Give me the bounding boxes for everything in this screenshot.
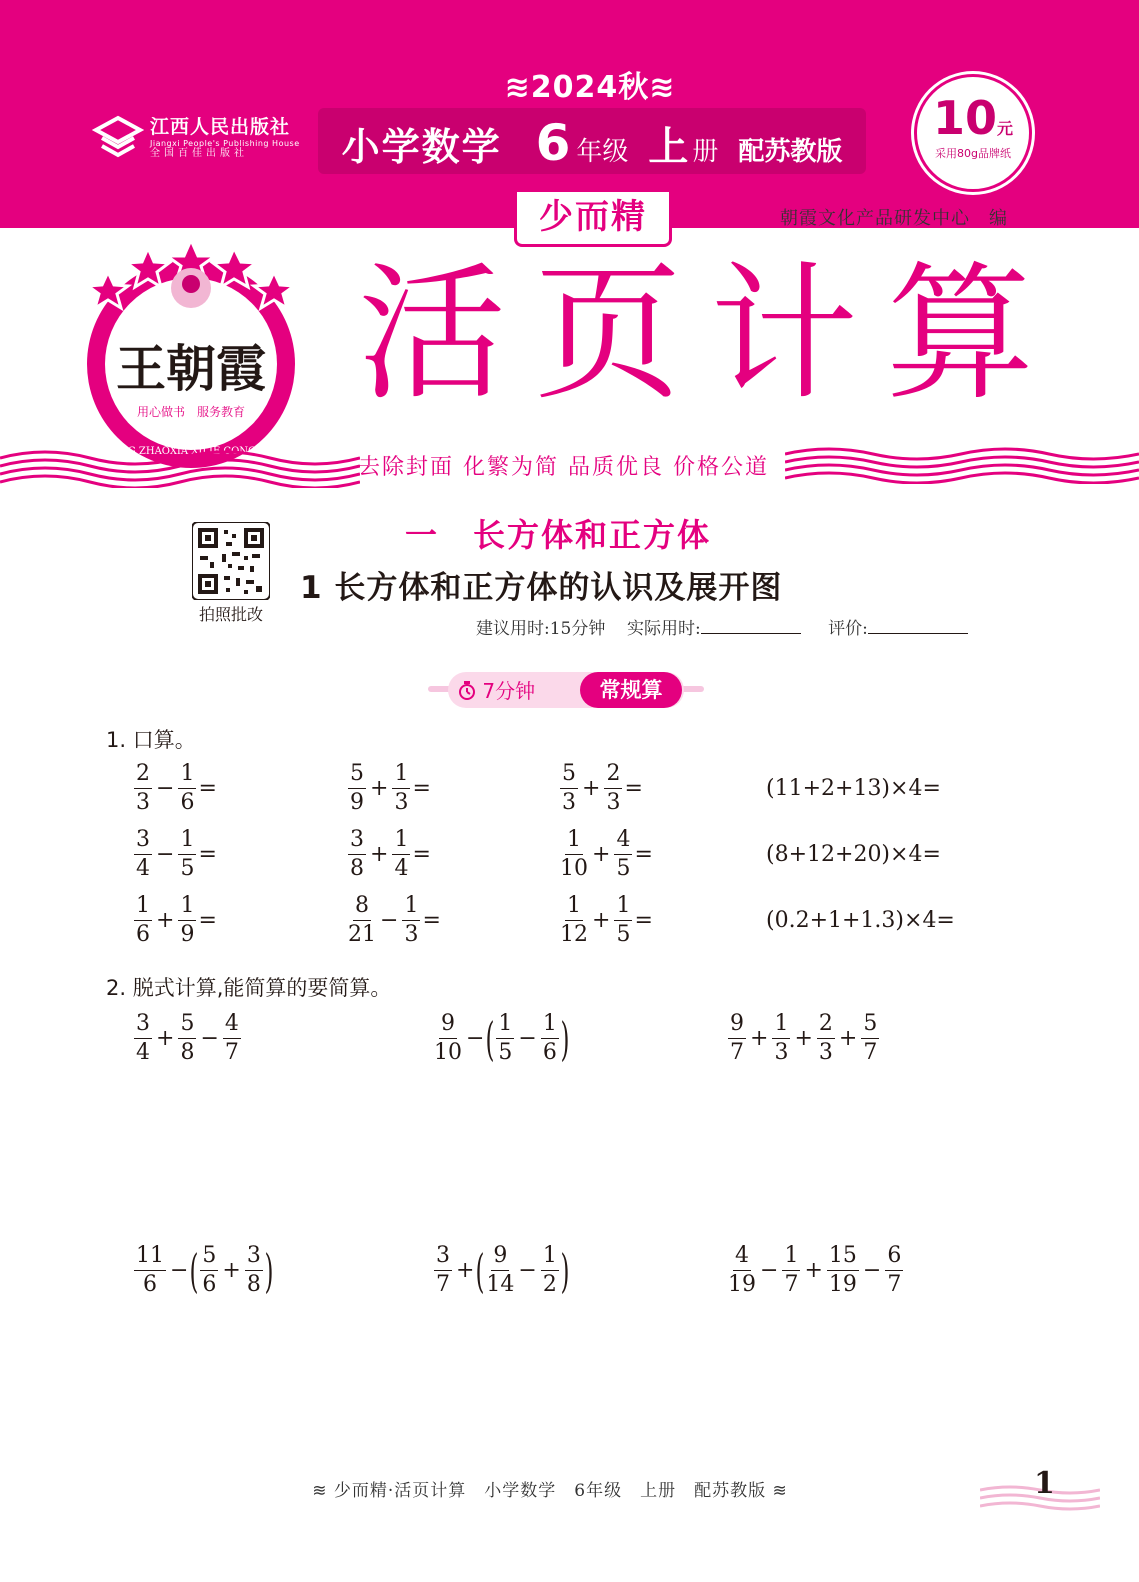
denominator: 8 <box>246 1272 261 1298</box>
denominator: 5 <box>616 856 631 882</box>
numerator: 5 <box>861 1012 879 1039</box>
series-tab: 少而精 <box>514 192 672 247</box>
numerator: 5 <box>200 1244 218 1271</box>
q1-item-7[interactable]: $\frac{1}{10}$ + $\frac{4}{5}$ = <box>560 827 653 882</box>
timer-duration: 7分钟 <box>482 679 536 703</box>
footer-text: ≋ 少而精·活页计算 小学数学 6年级 上册 配苏教版 ≋ <box>312 1481 788 1501</box>
denominator: 4 <box>136 1040 150 1066</box>
price-badge <box>914 74 1032 192</box>
numerator: 4 <box>223 1012 241 1039</box>
operator: − <box>466 1026 485 1052</box>
q2-expression-3[interactable] <box>726 1012 881 1065</box>
right-paren: ) <box>560 1243 570 1298</box>
numerator: 2 <box>134 762 152 789</box>
denominator: 7 <box>730 1040 744 1066</box>
decorative-wave-right <box>785 444 1139 484</box>
denominator: 7 <box>436 1272 450 1298</box>
numerator: 1 <box>178 894 196 921</box>
numerator: 1 <box>392 762 410 789</box>
operator: − <box>518 1026 537 1052</box>
denominator: 7 <box>863 1040 878 1066</box>
lesson-title: 1 长方体和正方体的认识及展开图 <box>300 570 783 606</box>
q1-item-1[interactable]: $\frac{2}{3}$ − $\frac{1}{6}$ = <box>136 761 217 816</box>
numerator: 8 <box>353 894 371 921</box>
denominator: 12 <box>560 922 588 948</box>
numerator: 11 <box>134 1244 166 1271</box>
q1-heading: 1. 口算。 <box>106 728 196 752</box>
denominator: 6 <box>180 790 195 816</box>
operator: + <box>592 842 611 868</box>
qr-code-icon[interactable] <box>192 522 270 600</box>
rating-label: 评价: <box>828 619 868 639</box>
numerator: 3 <box>434 1244 452 1271</box>
numerator: 5 <box>178 1012 196 1039</box>
q2-expression-1[interactable] <box>132 1012 243 1065</box>
denominator: 3 <box>136 790 150 816</box>
timing-row <box>476 614 990 639</box>
paper-note: 采用80g品牌纸 <box>935 147 1011 160</box>
stopwatch-icon <box>458 681 476 701</box>
denominator: 3 <box>606 790 621 816</box>
operator: + <box>370 842 389 868</box>
numerator: 1 <box>782 1244 800 1271</box>
operator: − <box>518 1258 537 1284</box>
volume: 上 <box>648 124 689 170</box>
right-paren: ) <box>560 1011 570 1066</box>
q2-heading: 2. 脱式计算,能简算的要简算。 <box>106 976 392 1000</box>
numerator: 15 <box>827 1244 859 1271</box>
denominator: 10 <box>434 1040 462 1066</box>
q1-item-11[interactable]: $\frac{1}{12}$ + $\frac{1}{5}$ = <box>560 893 653 948</box>
tagline: 去除封面 化繁为简 品质优良 价格公道 <box>358 455 769 480</box>
numerator: 6 <box>885 1244 903 1271</box>
operator: + <box>156 1026 175 1052</box>
numerator: 2 <box>817 1012 835 1039</box>
q1-item-3[interactable]: $\frac{5}{3}$ + $\frac{2}{3}$ = <box>562 761 643 816</box>
suggested-time: 建议用时:15分钟 <box>476 619 606 639</box>
denominator: 5 <box>180 856 195 882</box>
denominator: 6 <box>202 1272 217 1298</box>
denominator: 3 <box>394 790 409 816</box>
operator: − <box>760 1258 779 1284</box>
q1-item-5[interactable]: $\frac{3}{4}$ − $\frac{1}{5}$ = <box>136 827 217 882</box>
actual-time-label: 实际用时: <box>626 619 701 639</box>
publisher-emblem-icon <box>92 112 144 164</box>
denominator: 14 <box>486 1272 515 1298</box>
numerator: 1 <box>614 894 632 921</box>
denominator: 21 <box>348 922 376 948</box>
unit-title: 一 长方体和正方体 <box>405 516 712 554</box>
denominator: 6 <box>542 1040 557 1066</box>
denominator: 9 <box>180 922 195 948</box>
operator: − <box>170 1258 189 1284</box>
numerator: 1 <box>392 828 410 855</box>
operator: − <box>156 842 175 868</box>
denominator: 4 <box>394 856 409 882</box>
page-number: 1 <box>1034 1466 1055 1501</box>
operator: + <box>582 776 601 802</box>
operator: − <box>862 1258 882 1284</box>
publisher-name: 江西人民出版社 <box>150 115 291 138</box>
numerator: 3 <box>134 1012 152 1039</box>
numerator: 5 <box>348 762 366 789</box>
numerator: 1 <box>541 1012 559 1039</box>
grade-number: 6 <box>535 114 571 172</box>
denominator: 3 <box>562 790 576 816</box>
left-paren: ( <box>485 1011 495 1066</box>
operator: − <box>156 776 175 802</box>
operator: − <box>200 1026 219 1052</box>
operator: + <box>750 1026 769 1052</box>
badge-name: 王朝霞 <box>116 339 266 398</box>
q1-item-10[interactable]: $\frac{8}{21}$ − $\frac{1}{3}$ = <box>348 893 441 948</box>
grade-label: 年级 <box>576 137 629 167</box>
denominator: 3 <box>404 922 419 948</box>
edition: 配苏教版 <box>738 137 843 167</box>
publisher-english: Jiangxi People's Publishing House <box>150 138 300 148</box>
operator: + <box>156 908 175 934</box>
denominator: 3 <box>774 1040 789 1066</box>
operator: + <box>222 1258 241 1284</box>
q1-item-4[interactable]: (11+2+13)×4= <box>766 776 941 801</box>
q2-expression-4[interactable] <box>132 1244 273 1297</box>
numerator: 1 <box>178 762 196 789</box>
numerator: 4 <box>614 828 632 855</box>
numerator: 1 <box>178 828 196 855</box>
numerator: 1 <box>772 1012 790 1039</box>
numerator: 1 <box>496 1012 514 1039</box>
left-paren: ( <box>189 1243 199 1298</box>
denominator: 8 <box>180 1040 195 1066</box>
operator: + <box>804 1258 823 1284</box>
denominator: 5 <box>616 922 631 948</box>
operator: + <box>456 1258 475 1284</box>
numerator: 9 <box>491 1244 509 1271</box>
numerator: 9 <box>728 1012 746 1039</box>
denominator: 4 <box>136 856 150 882</box>
numerator: 1 <box>565 894 583 921</box>
subject-banner <box>318 108 866 174</box>
numerator: 9 <box>439 1012 457 1039</box>
numerator: 1 <box>402 894 420 921</box>
denominator: 19 <box>728 1272 756 1298</box>
q1-item-2[interactable]: $\frac{5}{9}$ + $\frac{1}{3}$ = <box>350 761 431 816</box>
rating-field[interactable] <box>868 619 968 634</box>
numerator: 3 <box>348 828 366 855</box>
publisher-logo <box>92 112 300 164</box>
left-paren: ( <box>475 1243 485 1298</box>
denominator: 8 <box>350 856 364 882</box>
numerator: 2 <box>604 762 622 789</box>
numerator: 5 <box>560 762 578 789</box>
denominator: 7 <box>887 1272 902 1298</box>
numerator: 3 <box>245 1244 263 1271</box>
operator: + <box>794 1026 813 1052</box>
q2-expression-5[interactable] <box>432 1244 569 1297</box>
numerator: 1 <box>565 828 583 855</box>
operator: + <box>592 908 611 934</box>
editor-credit: 朝霞文化产品研发中心 编 <box>780 208 1008 229</box>
main-title: 活页计算 <box>358 248 1062 420</box>
denominator: 10 <box>560 856 588 882</box>
denominator: 2 <box>542 1272 557 1298</box>
qr-label: 拍照批改 <box>198 605 263 624</box>
denominator: 6 <box>136 922 150 948</box>
exercise-tag: 常规算 <box>580 672 682 708</box>
q2-expression-6[interactable] <box>726 1244 905 1297</box>
denominator: 6 <box>143 1272 157 1298</box>
denominator: 19 <box>828 1272 857 1298</box>
price-unit: 元 <box>997 119 1014 138</box>
badge-ring-text: WANG ZHAOXIA XILIE CONGSHU <box>101 446 281 457</box>
denominator: 9 <box>350 790 364 816</box>
denominator: 7 <box>224 1040 239 1066</box>
numerator: 4 <box>733 1244 751 1271</box>
q1-item-12[interactable]: (0.2+1+1.3)×4= <box>766 908 955 933</box>
q1-item-9[interactable]: $\frac{1}{6}$ + $\frac{1}{9}$ = <box>136 893 217 948</box>
denominator: 3 <box>818 1040 833 1066</box>
operator: − <box>380 908 399 934</box>
brand-badge <box>70 238 312 470</box>
denominator: 7 <box>784 1272 799 1298</box>
q2-expression-2[interactable] <box>432 1012 569 1065</box>
decorative-wave-left <box>0 438 360 488</box>
season-label: ≋2024秋≋ <box>504 70 676 105</box>
right-paren: ) <box>264 1243 274 1298</box>
denominator: 5 <box>498 1040 513 1066</box>
q1-item-6[interactable]: $\frac{3}{8}$ + $\frac{1}{4}$ = <box>350 827 431 882</box>
price-number: 10 <box>932 91 997 145</box>
numerator: 1 <box>134 894 152 921</box>
operator: + <box>838 1026 858 1052</box>
subject: 小学数学 <box>341 125 502 169</box>
badge-motto: 用心做书 服务教育 <box>136 405 246 419</box>
timer-text <box>458 675 535 704</box>
operator: + <box>370 776 389 802</box>
numerator: 3 <box>134 828 152 855</box>
publisher-subtitle: 全国百佳出版社 <box>150 147 248 159</box>
numerator: 1 <box>541 1244 559 1271</box>
volume-label: 册 <box>692 137 719 167</box>
actual-time-field[interactable] <box>701 619 801 634</box>
q1-item-8[interactable]: (8+12+20)×4= <box>766 842 941 867</box>
